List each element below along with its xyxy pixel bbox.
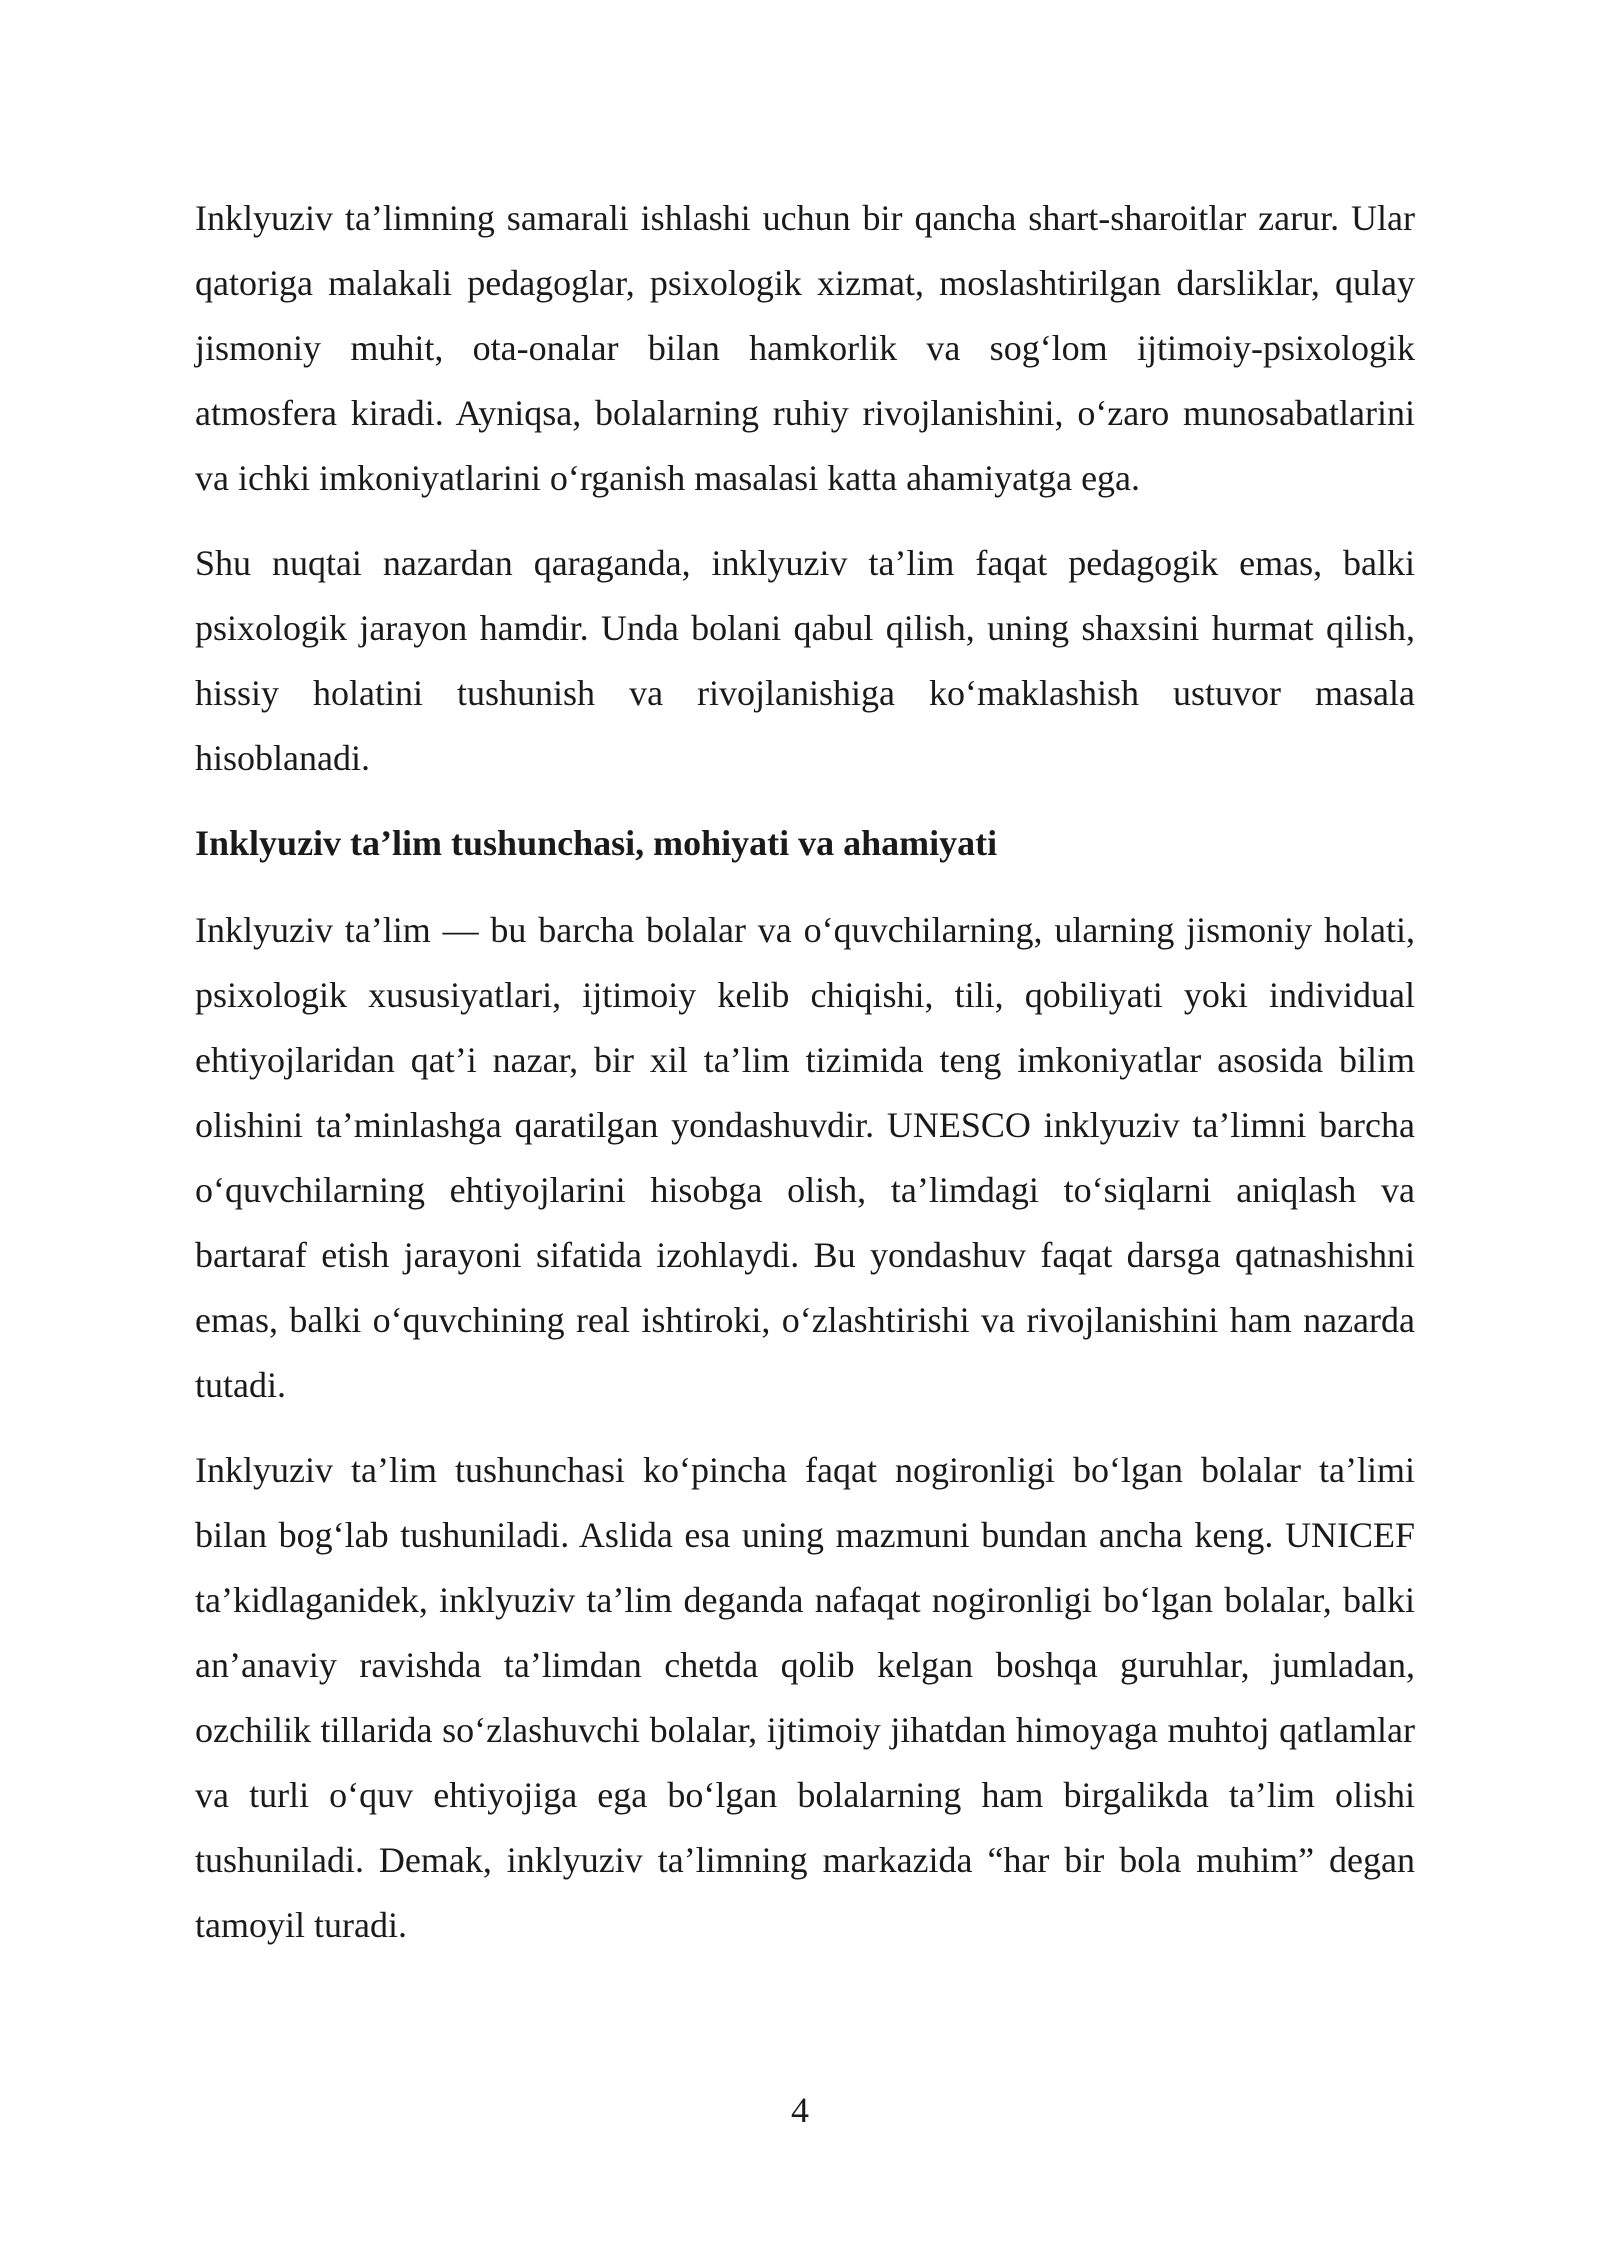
paragraph: Shu nuqtai nazardan qaraganda, inklyuziv ta’lim faqat pedagogik emas, balki psixologik jarayon hamdir. Unda bolani qabul qilish, uning shaxsini hurmat qilish, hissiy holatini tushunish va rivojlanishiga ko‘maklashish ustuvor masala hisoblanadi. xyxy=(195,543,1415,778)
section-heading: Inklyuziv ta’lim tushunchasi, mohiyati va ahamiyati xyxy=(195,823,998,863)
page-number: 4 xyxy=(791,2090,809,2130)
page-content xyxy=(195,186,1415,1978)
paragraph: Inklyuziv ta’limning samarali ishlashi uchun bir qancha shart-sharoitlar zarur. Ular qatoriga malakali pedagoglar, psixologik xizmat, moslashtirilgan darsliklar, qulay jismoniy muhit, ota-onalar bilan hamkorlik va sog‘lom ijtimoiy-psixologik atmosfera kiradi. Ayniqsa, bolalarning ruhiy rivojlanishini, o‘zaro munosabatlarini va ichki imkoniyatlarini o‘rganish masalasi katta ahamiyatga ega. xyxy=(195,198,1415,498)
paragraph: Inklyuziv ta’lim — bu barcha bolalar va o‘quvchilarning, ularning jismoniy holati, psixologik xususiyatlari, ijtimoiy kelib chiqishi, tili, qobiliyati yoki individual ehtiyojlaridan qat’i nazar, bir xil ta’lim tizimida teng imkoniyatlar asosida bilim olishini ta’minlashga qaratilgan yondashuvdir. UNESCO inklyuziv ta’limni barcha o‘quvchilarning ehtiyojlarini hisobga olish, ta’limdagi to‘siqlarni aniqlash va bartaraf etish jarayoni sifatida izohlaydi. Bu yondashuv faqat darsga qatnashishni emas, balki o‘quvchining real ishtiroki, o‘zlashtirishi va rivojlanishini ham nazarda tutadi. xyxy=(195,910,1415,1405)
paragraph: Inklyuziv ta’lim tushunchasi ko‘pincha faqat nogironligi bo‘lgan bolalar ta’limi bilan bog‘lab tushuniladi. Aslida esa uning mazmuni bundan ancha keng. UNICEF ta’kidlaganidek, inklyuziv ta’lim deganda nafaqat nogironligi bo‘lgan bolalar, balki an’anaviy ravishda ta’limdan chetda qolib kelgan boshqa guruhlar, jumladan, ozchilik tillarida so‘zlashuvchi bolalar, ijtimoiy jihatdan himoyaga muhtoj qatlamlar va turli o‘quv ehtiyojiga ega bo‘lgan bolalarning ham birgalikda ta’lim olishi tushuniladi. Demak, inklyuziv ta’limning markazida “har bir bola muhim” degan tamoyil turadi. xyxy=(195,1450,1415,1945)
